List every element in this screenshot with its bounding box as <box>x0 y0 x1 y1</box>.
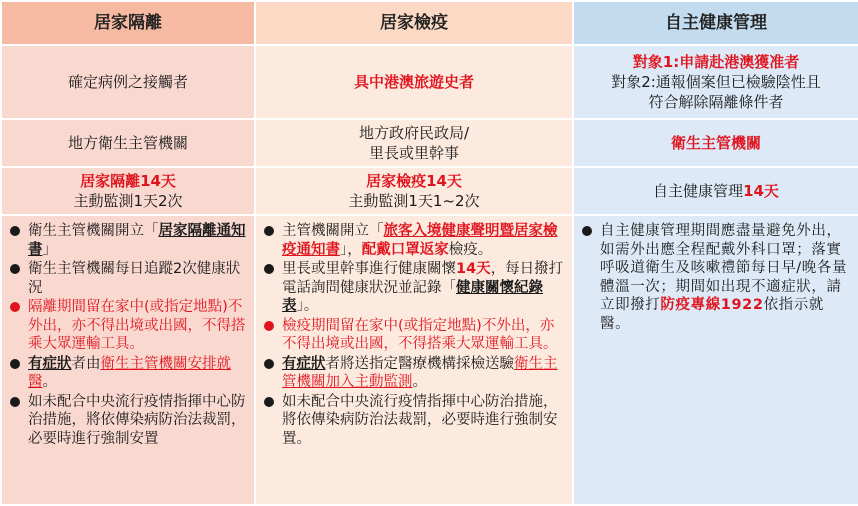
authority-line-2: 里長或里幹事 <box>368 144 459 162</box>
bullet-icon <box>264 321 274 331</box>
authority-row <box>1 119 858 167</box>
duration-self-health <box>573 167 858 215</box>
list-item: 有症狀者由衛生主管機關安排就醫。 <box>10 355 248 392</box>
target-home-isolation: 確定病例之接觸者 <box>1 45 255 119</box>
bullet-icon <box>10 264 20 274</box>
duration-home-quarantine <box>255 167 573 215</box>
duration-label: 自主健康管理 <box>653 182 744 200</box>
header-home-isolation: 居家隔離 <box>1 1 255 45</box>
bullet-icon <box>10 359 20 369</box>
list-item: 如未配合中央流行疫情指揮中心防治措施，將依傳染病防治法裁罰，必要時進行強制安置 <box>10 393 248 449</box>
target-self-health <box>573 45 858 119</box>
measures-home-isolation <box>1 215 255 505</box>
duration-title: 居家檢疫14天 <box>366 172 462 190</box>
list-item: 主管機關開立「旅客入境健康聲明暨居家檢疫通知書」，配戴口罩返家檢疫。 <box>264 222 566 259</box>
measures-row <box>1 215 858 505</box>
list-item: 自主健康管理期間應盡量避免外出，如需外出應全程配戴外科口罩；落實呼吸道衛生及咳嗽禮節每日早/晚各量體溫一次；期間如出現不適症狀，請立即撥打防疫專線1922依指示就醫。 <box>582 222 852 333</box>
authority-home-isolation: 地方衛生主管機關 <box>1 119 255 167</box>
duration-home-isolation <box>1 167 255 215</box>
header-self-health-management: 自主健康管理 <box>573 1 858 45</box>
list-item: 隔離期間留在家中(或指定地點)不外出，亦不得出境或出國，不得搭乘大眾運輸工具。 <box>10 298 248 354</box>
authority-line-1: 地方政府民政局/ <box>358 124 470 142</box>
list-item: 有症狀者將送指定醫療機構採檢送驗衛生主管機關加入主動監測。 <box>264 355 566 392</box>
list-item: 如未配合中央流行疫情指揮中心防治措施，將依傳染病防治法裁罰，必要時進行強制安置。 <box>264 393 566 449</box>
measures-home-quarantine <box>255 215 573 505</box>
bullet-icon <box>264 226 274 236</box>
target-home-quarantine: 具中港澳旅遊史者 <box>255 45 573 119</box>
header-home-quarantine: 居家檢疫 <box>255 1 573 45</box>
bullet-icon <box>10 397 20 407</box>
measures-self-health <box>573 215 858 505</box>
duration-title: 居家隔離14天 <box>80 172 176 190</box>
bullet-icon <box>264 264 274 274</box>
target-row <box>1 45 858 119</box>
target-2-cont: 符合解除隔離條件者 <box>648 93 784 111</box>
list-item: 里長或里幹事進行健康關懷14天，每日撥打電話詢問健康狀況並記錄「健康關懷紀錄表」。 <box>264 260 566 316</box>
duration-row <box>1 167 858 215</box>
list-item: 衛生主管機關每日追蹤2次健康狀況 <box>10 260 248 297</box>
target-1: 對象1:申請赴港澳獲准者 <box>632 53 800 71</box>
bullet-icon <box>264 397 274 407</box>
target-2: 對象2:通報個案但已檢驗陰性且 <box>611 73 821 91</box>
authority-home-quarantine <box>255 119 573 167</box>
duration-monitoring: 主動監測1天1~2次 <box>348 192 480 210</box>
authority-self-health: 衛生主管機關 <box>573 119 858 167</box>
bullet-icon <box>582 226 592 236</box>
bullet-icon <box>264 359 274 369</box>
duration-monitoring: 主動監測1天2次 <box>73 192 183 210</box>
list-item: 檢疫期間留在家中(或指定地點)不外出，亦不得出境或出國，不得搭乘大眾運輸工具。 <box>264 317 566 354</box>
list-item: 衛生主管機關開立「居家隔離通知書」 <box>10 222 248 259</box>
header-row <box>1 1 858 45</box>
duration-days: 14天 <box>743 182 779 200</box>
bullet-icon <box>10 302 20 312</box>
bullet-icon <box>10 226 20 236</box>
